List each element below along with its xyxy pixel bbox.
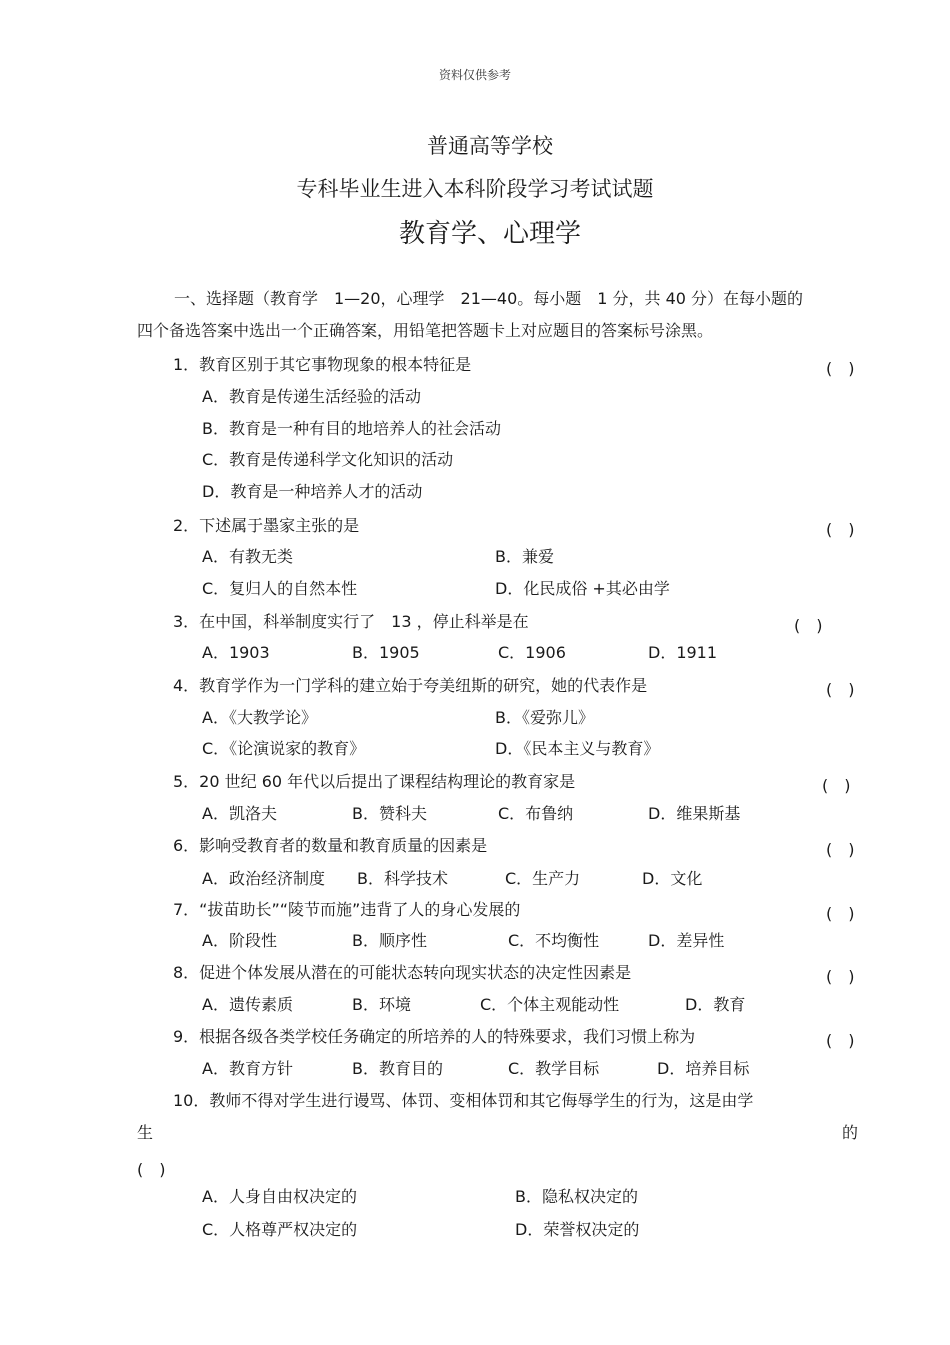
question-4-answer-blank: ( )	[826, 680, 855, 699]
question-6-answer-blank: ( )	[826, 840, 855, 859]
question-2-stem: 2．下述属于墨家主张的是	[173, 516, 360, 535]
question-8-option-a: A．遗传素质	[202, 995, 293, 1014]
question-8-option-d: D．教育	[685, 995, 746, 1014]
question-10-stem-continued-left: 生	[137, 1123, 154, 1142]
question-3-option-d: D．1911	[648, 643, 718, 662]
title-exam: 专科毕业生进入本科阶段学习考试试题	[296, 177, 654, 201]
question-9-option-b: B．教育目的	[352, 1059, 443, 1078]
question-10-option-c: C．人格尊严权决定的	[202, 1220, 358, 1239]
question-9-option-d: D．培养目标	[657, 1059, 750, 1078]
question-3-answer-blank: ( )	[794, 616, 823, 635]
question-10-option-a: A．人身自由权决定的	[202, 1187, 357, 1206]
question-9-option-a: A．教育方针	[202, 1059, 293, 1078]
question-2-option-c: C．复归人的自然本性	[202, 579, 358, 598]
question-7-option-d: D．差异性	[648, 931, 725, 950]
question-1-option-a: A．教育是传递生活经验的活动	[202, 387, 421, 406]
question-9-stem: 9．根据各级各类学校任务确定的所培养的人的特殊要求，我们习惯上称为	[173, 1027, 696, 1046]
question-10-stem-continued-right: 的	[842, 1123, 859, 1142]
question-5-stem: 5．20 世纪 60 年代以后提出了课程结构理论的教育家是	[173, 772, 576, 791]
question-5-option-b: B．赞科夫	[352, 804, 427, 823]
page-header: 资料仅供参考	[438, 68, 511, 82]
question-3-option-c: C．1906	[498, 643, 566, 662]
question-8-option-c: C．个体主观能动性	[480, 995, 620, 1014]
question-2-option-a: A．有教无类	[202, 547, 293, 566]
question-5-option-d: D．维果斯基	[648, 804, 741, 823]
instructions-line-2: 四个备选答案中选出一个正确答案，用铅笔把答题卡上对应题目的答案标号涂黑。	[137, 321, 714, 340]
question-4-option-c: C．《论演说家的教育》	[202, 739, 366, 758]
question-1-option-d: D．教育是一种培养人才的活动	[202, 482, 423, 501]
question-7-stem: 7．“拔苗助长”“陵节而施”违背了人的身心发展的	[173, 900, 521, 919]
question-7-option-c: C．不均衡性	[508, 931, 600, 950]
question-1-option-c: C．教育是传递科学文化知识的活动	[202, 450, 454, 469]
question-9-answer-blank: ( )	[826, 1031, 855, 1050]
question-2-answer-blank: ( )	[826, 520, 855, 539]
title-school: 普通高等学校	[427, 134, 553, 158]
question-7-answer-blank: ( )	[826, 904, 855, 923]
question-5-answer-blank: ( )	[822, 776, 851, 795]
question-10-answer-blank: ( )	[137, 1160, 166, 1179]
question-8-answer-blank: ( )	[826, 967, 855, 986]
question-3-option-b: B．1905	[352, 643, 420, 662]
question-10-stem: 10．教师不得对学生进行谩骂、体罚、变相体罚和其它侮辱学生的行为，这是由学	[173, 1091, 754, 1110]
question-4-option-a: A．《大教学论》	[202, 708, 317, 727]
question-1-answer-blank: ( )	[826, 359, 855, 378]
question-5-option-c: C．布鲁纳	[498, 804, 574, 823]
question-2-option-b: B．兼爱	[495, 547, 554, 566]
question-3-option-a: A．1903	[202, 643, 270, 662]
question-3-stem: 3．在中国，科举制度实行了 13 ，停止科举是在	[173, 612, 529, 631]
question-10-option-d: D．荣誉权决定的	[515, 1220, 640, 1239]
question-6-stem: 6．影响受教育者的数量和教育质量的因素是	[173, 836, 488, 855]
question-4-option-d: D．《民本主义与教育》	[495, 739, 660, 758]
question-1-option-b: B．教育是一种有目的地培养人的社会活动	[202, 419, 501, 438]
question-4-stem: 4．教育学作为一门学科的建立始于夸美纽斯的研究，她的代表作是	[173, 676, 648, 695]
question-4-option-b: B．《爱弥儿》	[495, 708, 594, 727]
question-6-option-d: D．文化	[642, 869, 703, 888]
question-6-option-c: C．生产力	[505, 869, 581, 888]
title-subject: 教育学、心理学	[398, 219, 581, 249]
question-7-option-a: A．阶段性	[202, 931, 277, 950]
instructions-line-1: 一、选择题（教育学 1—20，心理学 21—40。每小题 1 分，共 40 分）在每小题的	[174, 289, 804, 308]
question-5-option-a: A．凯洛夫	[202, 804, 277, 823]
question-1-stem: 1．教育区别于其它事物现象的根本特征是	[173, 355, 472, 374]
question-9-option-c: C．教学目标	[508, 1059, 600, 1078]
question-8-stem: 8．促进个体发展从潜在的可能状态转向现实状态的决定性因素是	[173, 963, 632, 982]
question-6-option-a: A．政治经济制度	[202, 869, 325, 888]
question-10-option-b: B．隐私权决定的	[515, 1187, 638, 1206]
question-7-option-b: B．顺序性	[352, 931, 427, 950]
question-6-option-b: B．科学技术	[357, 869, 448, 888]
question-2-option-d: D．化民成俗 +其必由学	[495, 579, 670, 598]
question-8-option-b: B．环境	[352, 995, 411, 1014]
